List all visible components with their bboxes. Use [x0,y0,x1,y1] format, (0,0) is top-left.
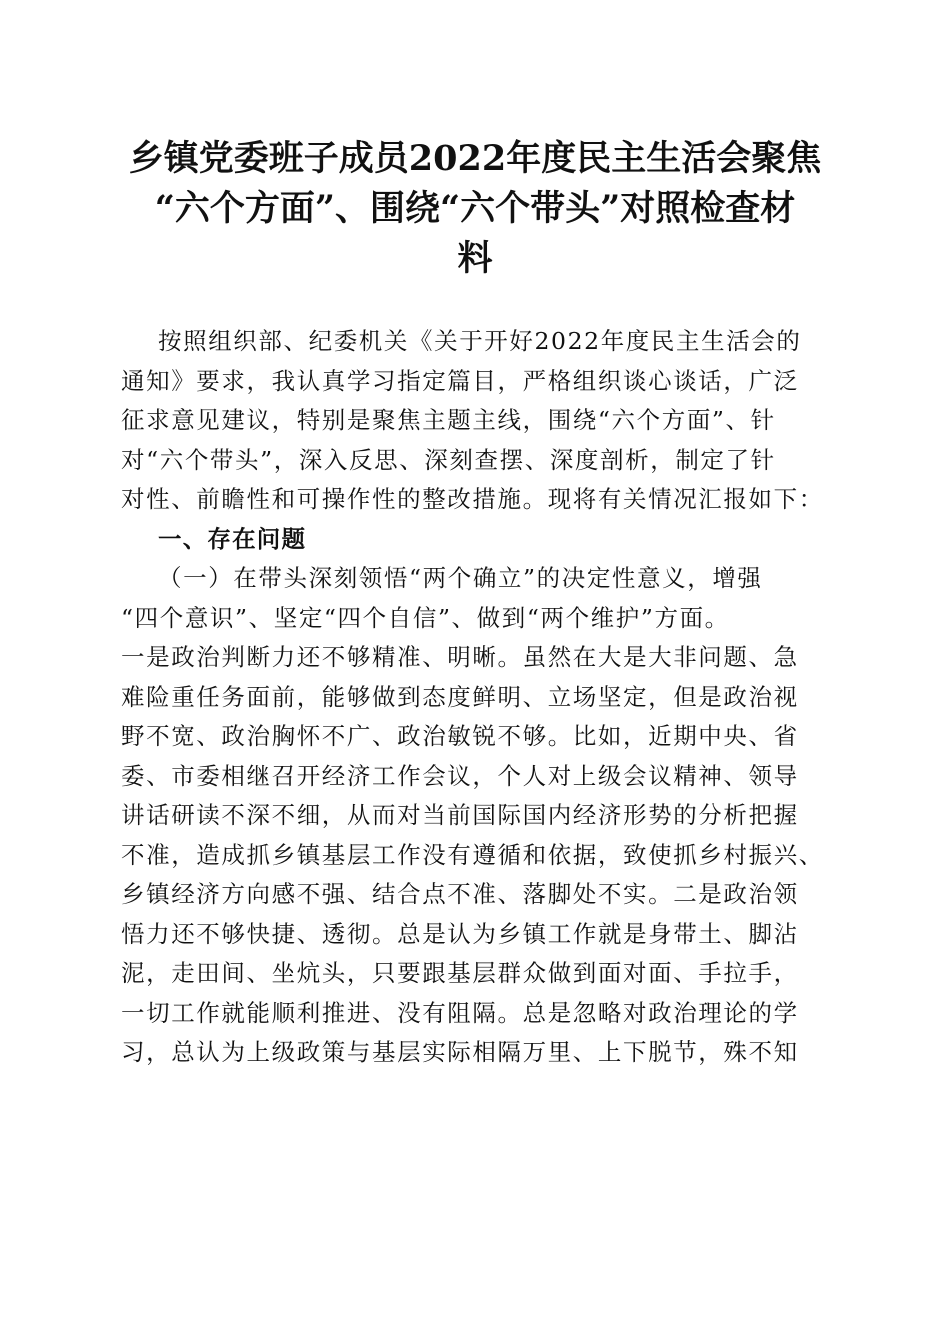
intro-line: 对“六个带头”，深入反思、深刻查摆、深度剖析，制定了针 [121,445,776,474]
paragraph-line: 委、市委相继召开经济工作会议，个人对上级会议精神、领导 [121,761,799,790]
paragraph-line: 一切工作就能顺利推进、没有阻隔。总是忽略对政治理论的学 [121,998,799,1027]
intro-line: 按照组织部、纪委机关《关于开好2022年度民主生活会的 [158,327,802,355]
paragraph-line: 不准，造成抓乡镇基层工作没有遵循和依据，致使抓乡村振兴、 [121,840,824,869]
paragraph-line: 一是政治判断力还不够精准、明晰。虽然在大是大非问题、急 [121,643,799,671]
paragraph-line: 悟力还不够快捷、透彻。总是认为乡镇工作就是身带土、脚沾 [121,919,799,948]
subsection-line: “四个意识”、坚定“四个自信”、做到“两个维护”方面。 [121,603,730,632]
document-title [110,134,840,284]
intro-line: 通知》要求，我认真学习指定篇目，严格组织谈心谈话，广泛 [121,366,799,395]
title-line: “六个方面”、围绕“六个带头”对照检查材 [154,188,796,229]
paragraph-line: 讲话研读不深不细，从而对当前国际国内经济形势的分析把握 [121,801,799,829]
paragraph-line: 泥，走田间、坐炕头，只要跟基层群众做到面对面、手拉手， [121,959,799,987]
title-line: 料 [457,238,493,279]
intro-line: 征求意见建议，特别是聚焦主题主线，围绕“六个方面”、针 [121,406,776,434]
intro-line: 对性、前瞻性和可操作性的整改措施。现将有关情况汇报如下： [121,485,824,513]
paragraph-line: 乡镇经济方向感不强、结合点不准、落脚处不实。二是政治领 [121,880,799,908]
section-heading: 一、存在问题 [158,524,307,553]
paragraph-line: 难险重任务面前，能够做到态度鲜明、立场坚定，但是政治视 [121,682,799,711]
title-line: 乡镇党委班子成员2022年度民主生活会聚焦 [128,138,822,179]
paragraph-line: 野不宽、政治胸怀不广、政治敏锐不够。比如，近期中央、省 [121,722,799,750]
paragraph-line: 习，总认为上级政策与基层实际相隔万里、上下脱节，殊不知 [121,1038,799,1066]
subsection-line: （一）在带头深刻领悟“两个确立”的决定性意义，增强 [158,564,763,592]
document-body [121,322,827,1073]
